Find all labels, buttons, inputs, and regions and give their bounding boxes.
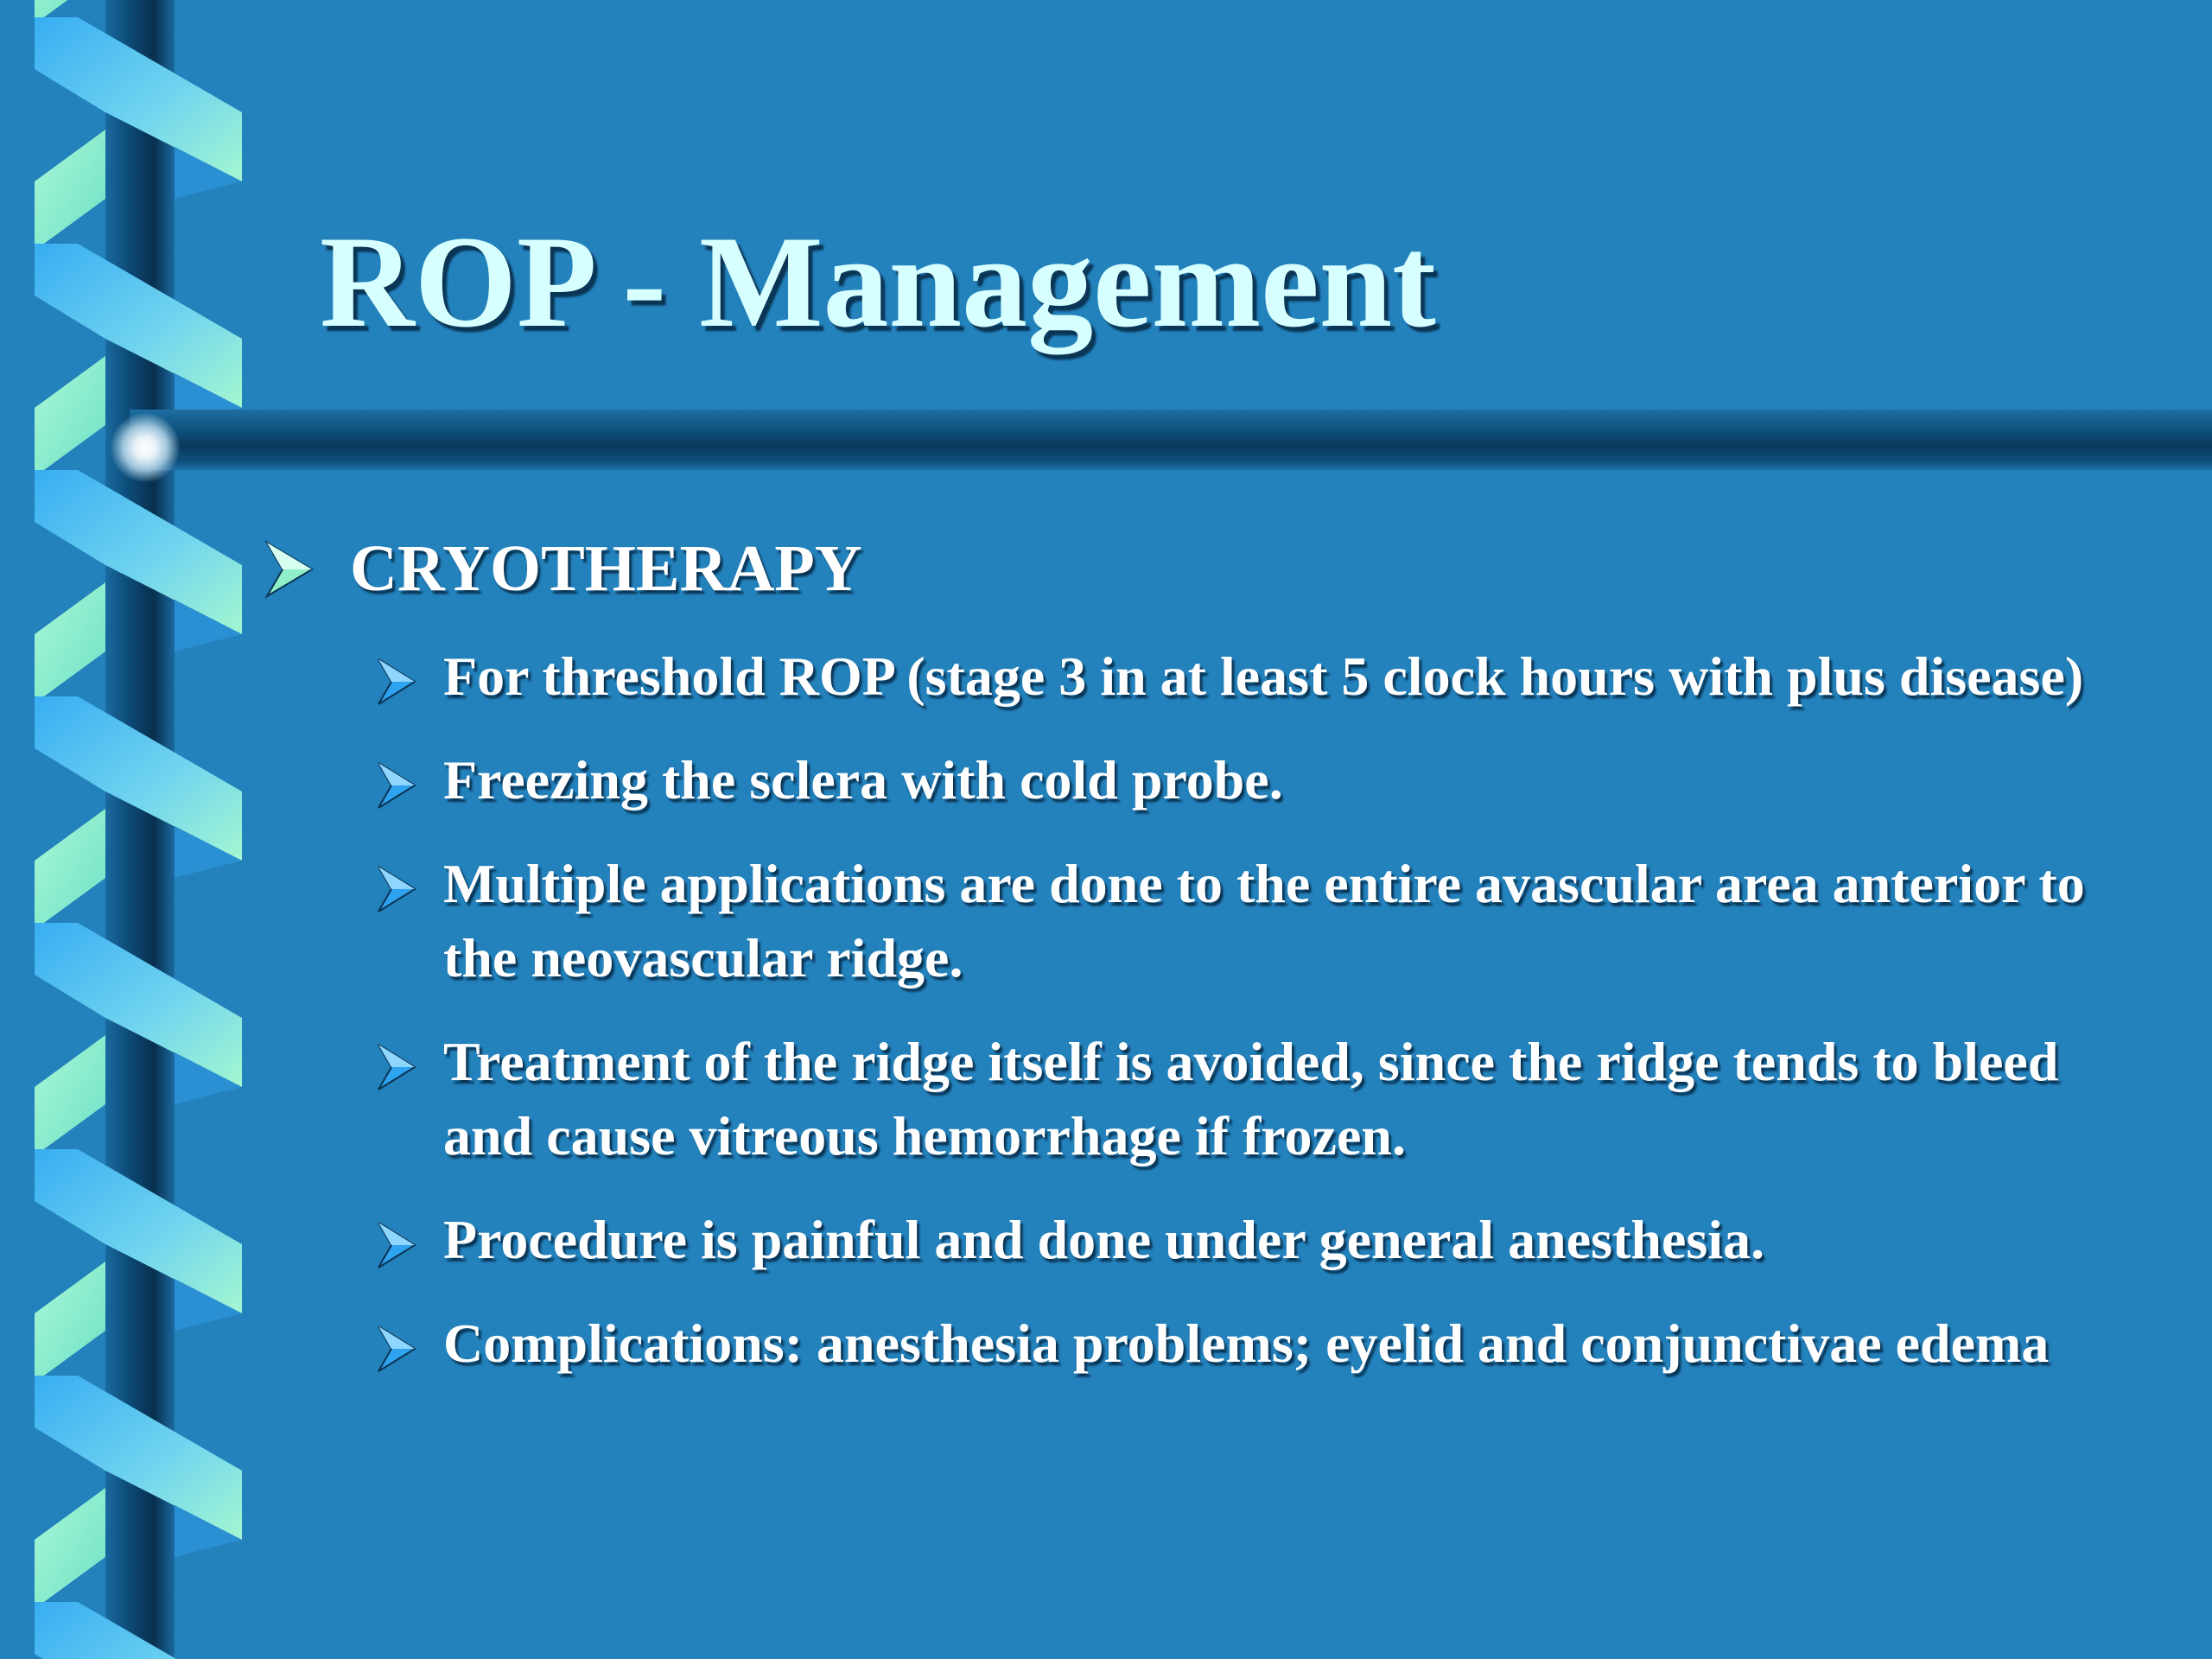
bullet-item	[376, 1025, 2156, 1173]
blue-arrow-bullet-icon	[376, 1220, 417, 1270]
ribbon-back-segment	[35, 356, 105, 477]
ribbon-back-segment	[35, 130, 105, 251]
ribbon-back-segment	[35, 1488, 105, 1609]
blue-arrow-bullet-icon	[376, 760, 417, 810]
blue-arrow-bullet-icon	[376, 864, 417, 914]
bullet-item	[376, 847, 2156, 995]
ribbon-back-segment	[35, 1262, 105, 1382]
ribbon-back-segment	[35, 1035, 105, 1156]
bullet-item	[376, 639, 2156, 714]
bullet-list	[376, 639, 2156, 1410]
bullet-text: For threshold ROP (stage 3 in at least 5 clock hours with plus disease)	[443, 645, 2084, 707]
blue-arrow-bullet-icon	[376, 657, 417, 707]
bullet-text: Treatment of the ridge itself is avoided, since the ridge tends to bleed and cause vitreous hemorrhage if frozen.	[443, 1031, 2059, 1166]
bullet-text: Multiple applications are done to the entire avascular area anterior to the neovascular ridge.	[443, 853, 2085, 988]
bullet-item	[376, 1203, 2156, 1277]
ribbon-back-segment	[35, 582, 105, 703]
ribbon-back-segment	[35, 809, 105, 930]
title-divider-bar	[130, 410, 2212, 470]
blue-arrow-bullet-icon	[376, 1042, 417, 1092]
green-arrow-bullet-icon	[264, 539, 315, 600]
bullet-text: Procedure is painful and done under general anesthesia.	[443, 1209, 1765, 1270]
level1-text: CRYOTHERAPY	[350, 532, 862, 605]
slide-title: ROP - Management	[320, 209, 1436, 354]
bullet-item	[376, 743, 2156, 817]
level1-bullet	[264, 531, 862, 607]
bar-highlight-knob	[111, 413, 180, 482]
ribbon-band-group	[35, 0, 242, 1659]
ribbon-decoration	[0, 0, 259, 1659]
blue-arrow-bullet-icon	[376, 1324, 417, 1374]
bullet-text: Complications: anesthesia problems; eyelid and conjunctivae edema	[443, 1313, 2050, 1374]
bullet-text: Freezing the sclera with cold probe.	[443, 749, 1283, 810]
bullet-item	[376, 1306, 2156, 1381]
